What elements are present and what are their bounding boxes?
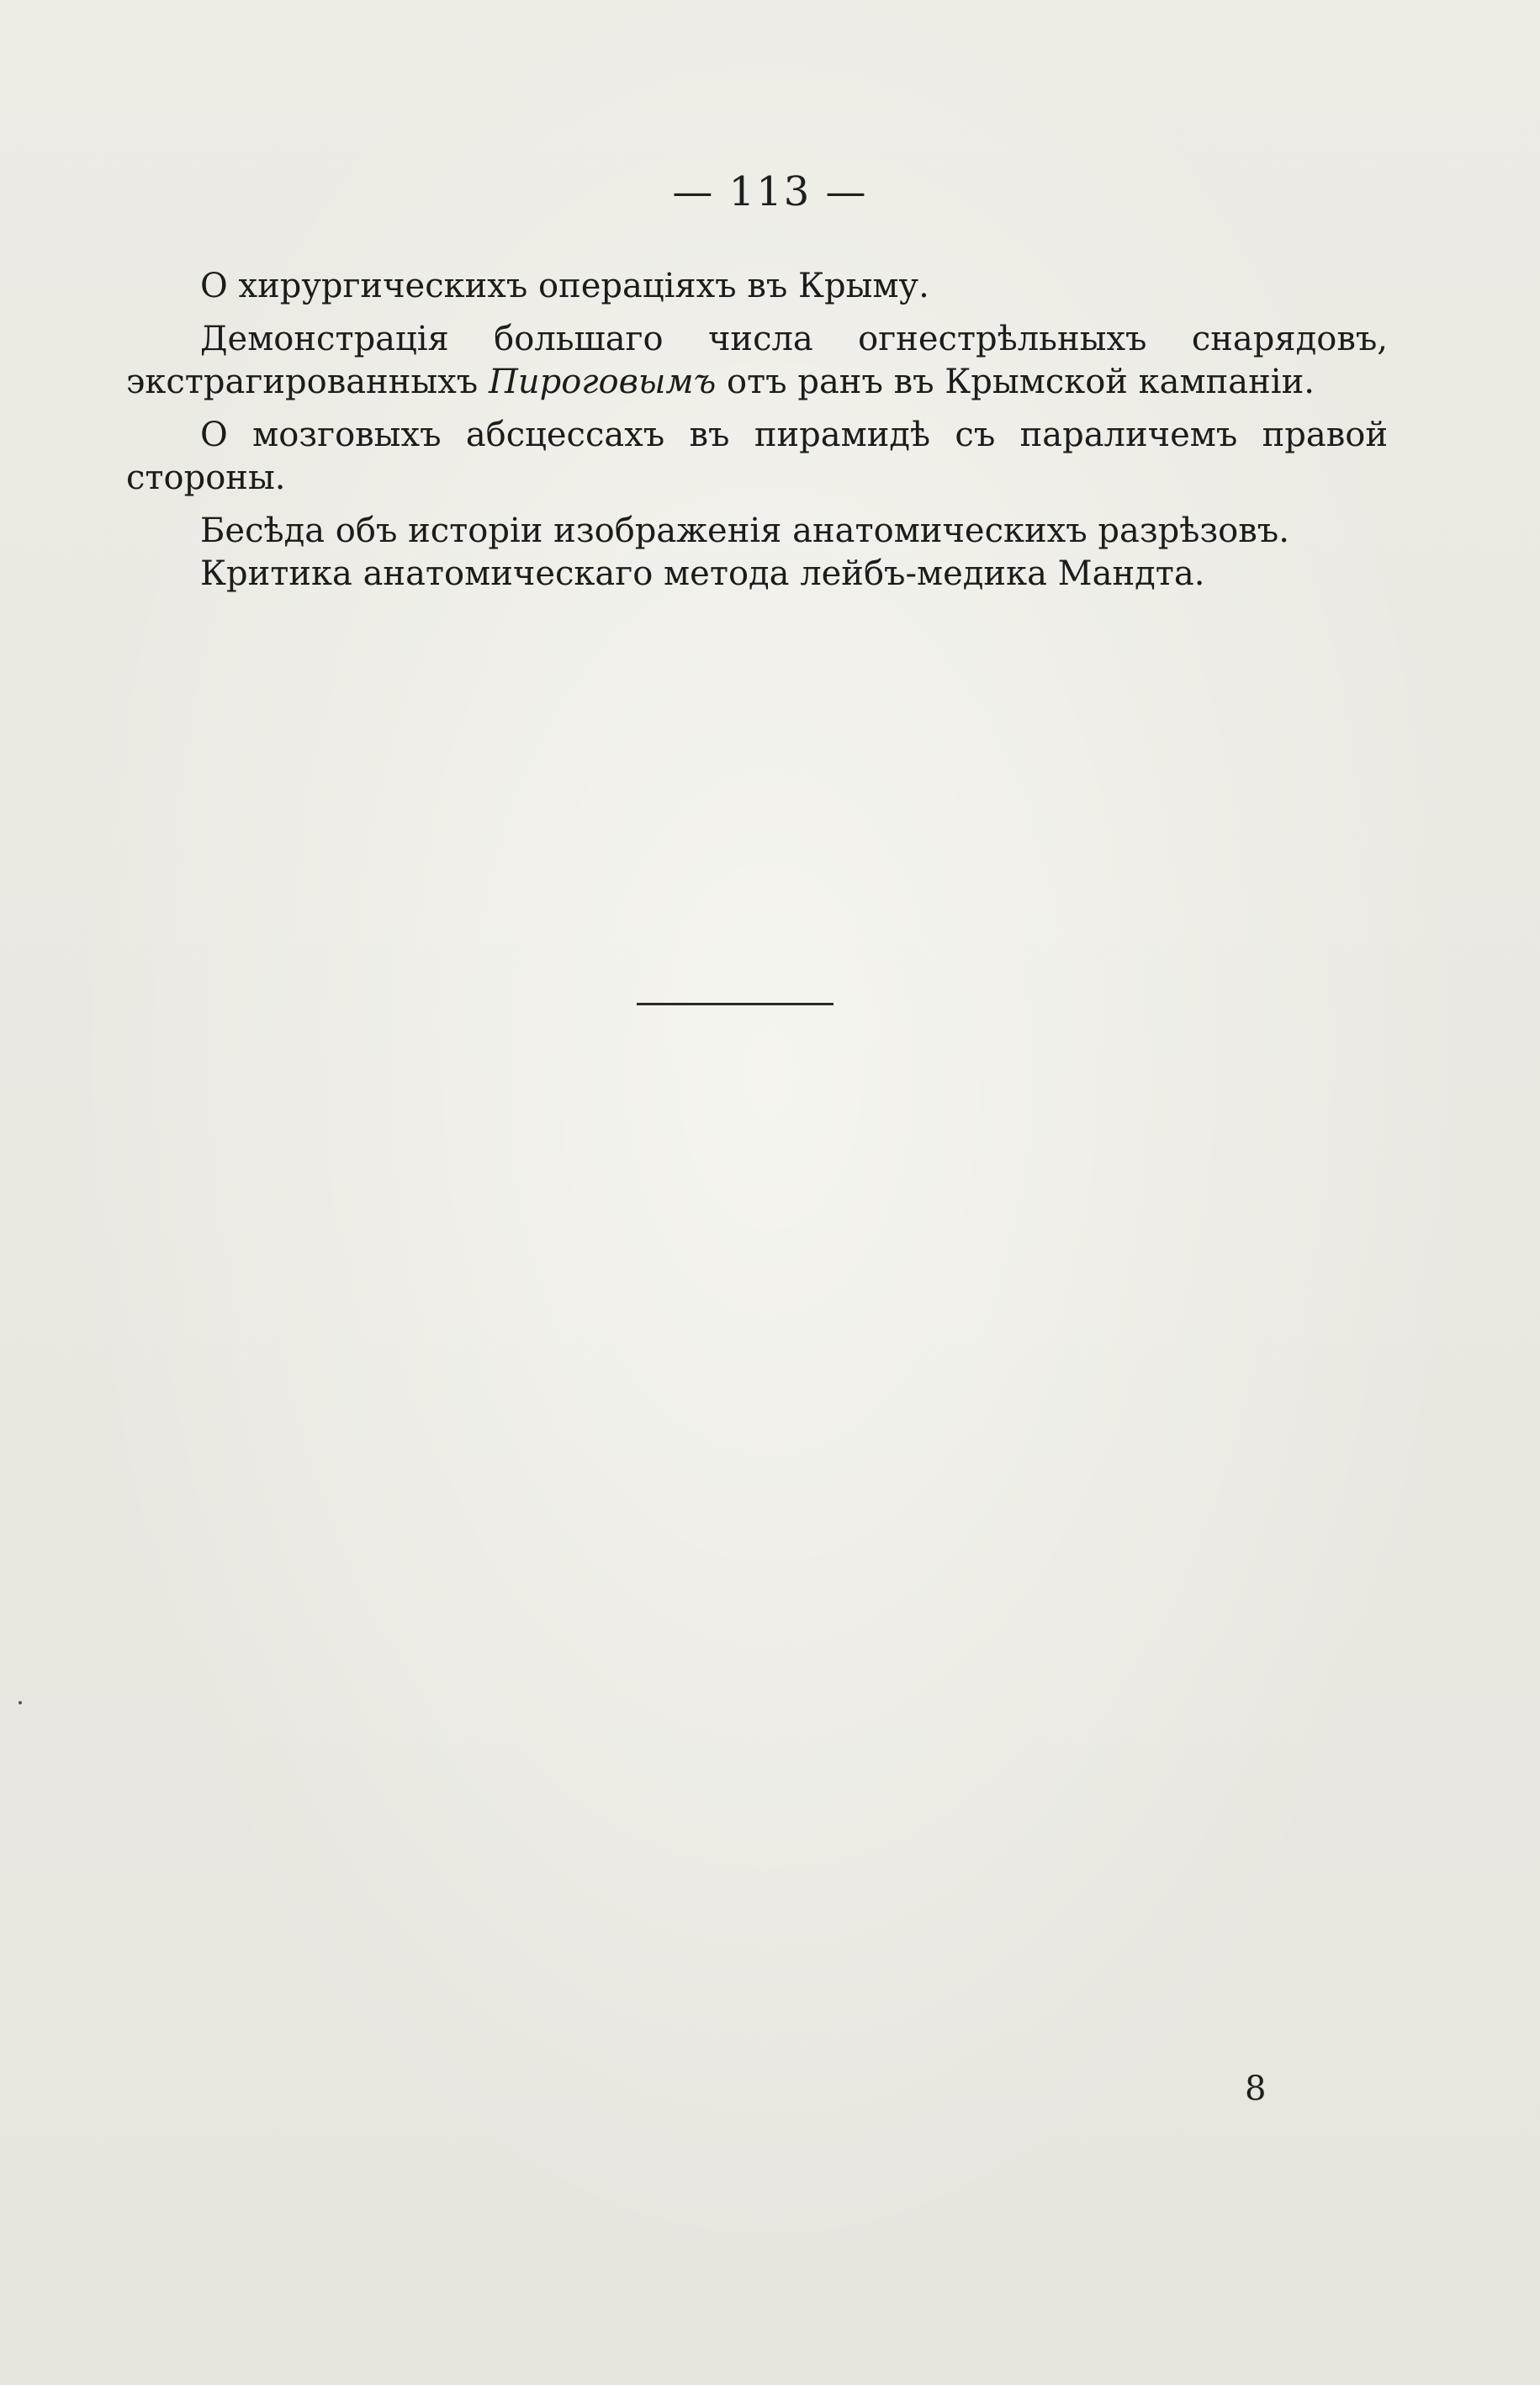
- paragraph-anatomical-sections-history: Бесѣда объ исторіи изображенія анатомическихъ разрѣзовъ.: [200, 511, 1289, 550]
- paragraph-text-start: Демонстрація большаго числа огнестрѣльныхъ снарядовъ, экстрагированныхъ: [126, 320, 1388, 401]
- paragraph-crimea-operations: О хирургическихъ операціяхъ въ Крыму.: [200, 267, 929, 305]
- signature-mark: 8: [1245, 2070, 1267, 2108]
- paragraph-brain-abscesses: О мозговыхъ абсцессахъ въ пирамидѣ съ параличемъ правой стороны.: [126, 416, 1388, 497]
- paragraph-mandt-critique: Критика анатомическаго метода лейбъ-медика Мандта.: [200, 554, 1205, 593]
- italic-name-pirogov: Пироговымъ: [488, 363, 717, 401]
- paragraph-text-end: отъ ранъ въ Крымской кампаніи.: [716, 363, 1315, 401]
- section-divider: [637, 1003, 834, 1005]
- page-number: — 113 —: [672, 168, 868, 215]
- text-block: [126, 265, 1388, 596]
- paper-speck: [19, 1701, 22, 1704]
- paragraph-projectiles-demonstration: [126, 318, 1388, 404]
